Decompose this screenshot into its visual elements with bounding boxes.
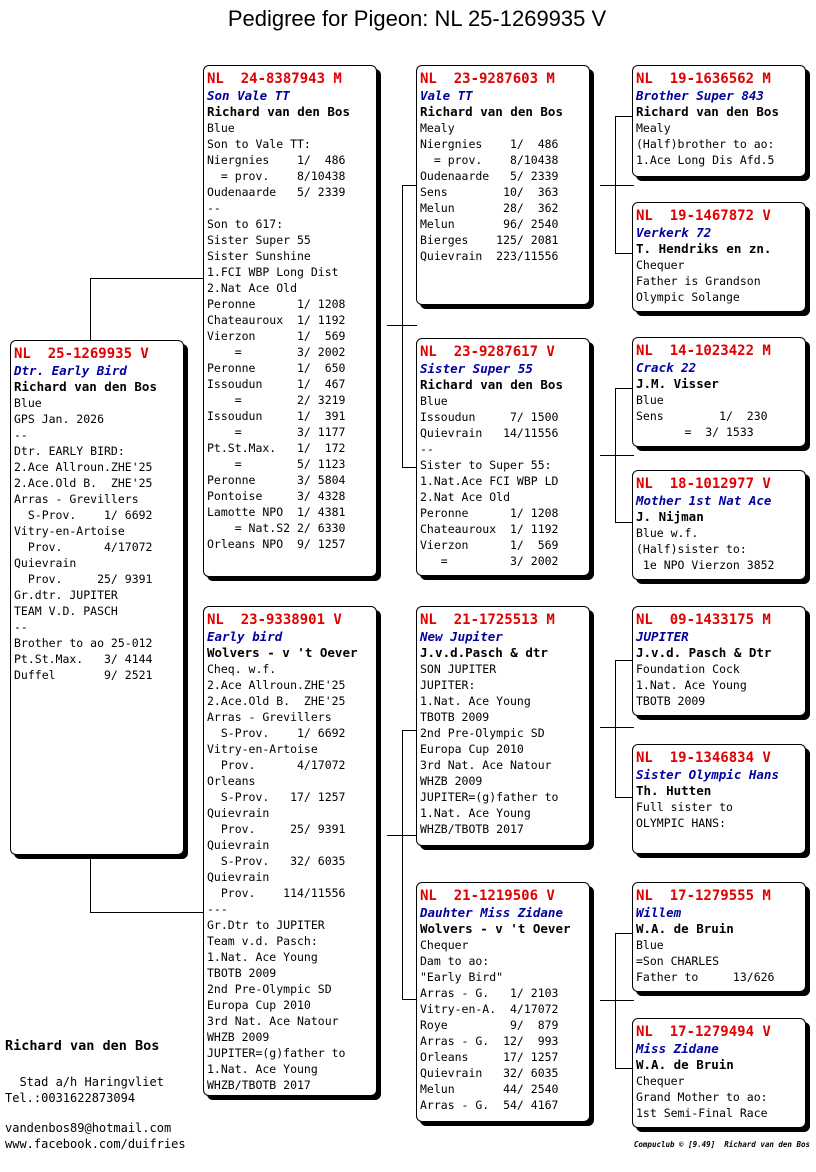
- pigeon-card-mmm[interactable]: [632, 1018, 806, 1128]
- detail-line: Olympic Solange: [636, 290, 740, 304]
- detail-line: =Son CHARLES: [636, 954, 720, 968]
- pigeon-card-fff[interactable]: [632, 65, 806, 177]
- ring-number: NL 21-1725513 M: [420, 612, 555, 628]
- detail-line: Blue: [636, 393, 664, 407]
- card-details: [207, 661, 373, 1093]
- detail-line: Prov. 25/ 9391: [207, 822, 346, 836]
- detail-line: Foundation Cock: [636, 662, 740, 676]
- pigeon-name: Son Vale TT: [207, 88, 290, 103]
- detail-line: Melun 44/ 2540: [420, 1082, 559, 1096]
- detail-line: --: [207, 201, 221, 215]
- detail-line: 2nd Pre-Olympic SD: [420, 726, 545, 740]
- detail-line: Blue: [636, 938, 664, 952]
- owner-name: Wolvers - v 't Oever: [207, 645, 358, 660]
- detail-line: OLYMPIC HANS:: [636, 816, 727, 830]
- detail-line: Arras - G. 12/ 993: [420, 1034, 559, 1048]
- pigeon-card-father[interactable]: [203, 65, 377, 577]
- detail-line: Prov. 25/ 9391: [14, 572, 153, 586]
- connector-line: [402, 999, 417, 1000]
- card-details: [14, 395, 180, 683]
- detail-line: Arras - G. 54/ 4167: [420, 1098, 559, 1112]
- breeder-phone: Tel.:0031622873094: [5, 1091, 136, 1105]
- detail-line: Chequer: [636, 258, 685, 272]
- detail-line: = prov. 8/10438: [420, 153, 559, 167]
- pigeon-name: Verkerk 72: [636, 225, 712, 240]
- detail-line: 2.Nat Ace Old: [420, 490, 511, 504]
- pigeon-card-mmf[interactable]: [632, 882, 806, 992]
- detail-line: Sens 1/ 230: [636, 409, 768, 423]
- detail-line: Quievrain: [14, 556, 77, 570]
- detail-line: Europa Cup 2010: [420, 742, 524, 756]
- detail-line: 2nd Pre-Olympic SD: [207, 982, 332, 996]
- detail-line: TEAM V.D. PASCH: [14, 604, 118, 618]
- connector-line: [402, 467, 417, 468]
- pigeon-card-ffm[interactable]: [632, 202, 806, 312]
- detail-line: S-Prov. 32/ 6035: [207, 854, 346, 868]
- detail-line: 1.Nat. Ace Young: [207, 950, 318, 964]
- detail-line: 1.Nat. Ace Young: [420, 806, 531, 820]
- detail-line: 1st Semi-Final Race: [636, 1106, 768, 1120]
- owner-name: Wolvers - v 't Oever: [420, 921, 571, 936]
- pigeon-name: Mother 1st Nat Ace: [636, 493, 772, 508]
- detail-line: Pt.St.Max. 1/ 172: [207, 441, 346, 455]
- detail-line: Sister Sunshine: [207, 249, 311, 263]
- pigeon-card-mother[interactable]: [203, 606, 377, 1096]
- detail-line: WHZB 2009: [207, 1030, 270, 1044]
- pigeon-name: Dtr. Early Bird: [14, 363, 127, 378]
- detail-line: = 3/ 2002: [420, 554, 559, 568]
- detail-line: 1.Nat.Ace FCI WBP LD: [420, 474, 559, 488]
- connector-line: [615, 933, 616, 1069]
- detail-line: Son to 617:: [207, 217, 284, 231]
- detail-line: Quievrain 223/11556: [420, 249, 559, 263]
- pigeon-name: JUPITER: [636, 629, 689, 644]
- ring-number: NL 23-9338901 V: [207, 612, 342, 628]
- detail-line: 1.Nat. Ace Young: [636, 678, 747, 692]
- detail-line: Peronne 1/ 1208: [207, 297, 346, 311]
- connector-line: [600, 727, 634, 728]
- detail-line: TBOTB 2009: [420, 710, 490, 724]
- ring-number: NL 18-1012977 V: [636, 476, 771, 492]
- card-details: [420, 120, 586, 264]
- detail-line: Sister to Super 55:: [420, 458, 552, 472]
- detail-line: Mealy: [636, 121, 671, 135]
- detail-line: Arras - G. 1/ 2103: [420, 986, 559, 1000]
- page-title: Pedigree for Pigeon: NL 25-1269935 V: [227, 6, 607, 31]
- detail-line: Vitry-en-A. 4/17072: [420, 1002, 559, 1016]
- pigeon-name: Early bird: [207, 629, 283, 644]
- card-details: [636, 120, 802, 168]
- detail-line: WHZB/TBOTB 2017: [207, 1078, 311, 1092]
- owner-name: J. Nijman: [636, 509, 704, 524]
- detail-line: 1e NPO Vierzon 3852: [636, 558, 775, 572]
- card-details: [636, 661, 802, 709]
- detail-line: 3rd Nat. Ace Natour: [207, 1014, 339, 1028]
- detail-line: TBOTB 2009: [207, 966, 277, 980]
- detail-line: Cheq. w.f.: [207, 662, 277, 676]
- pigeon-name: Sister Olympic Hans: [636, 767, 779, 782]
- card-details: [420, 661, 586, 837]
- detail-line: Issoudun 7/ 1500: [420, 410, 559, 424]
- pigeon-name: Dauhter Miss Zidane: [420, 905, 563, 920]
- pigeon-card-mff[interactable]: [632, 606, 806, 716]
- ring-number: NL 23-9287603 M: [420, 71, 555, 87]
- detail-line: Quievrain 14/11556: [420, 426, 559, 440]
- detail-line: Quievrain 32/ 6035: [420, 1066, 559, 1080]
- breeder-info: [5, 1036, 186, 1152]
- detail-line: Chequer: [420, 938, 469, 952]
- detail-line: --: [14, 428, 28, 442]
- detail-line: 2.Nat Ace Old: [207, 281, 298, 295]
- card-details: [420, 393, 586, 569]
- ring-number: NL 19-1467872 V: [636, 208, 771, 224]
- ring-number: NL 23-9287617 V: [420, 344, 555, 360]
- owner-name: J.v.d.Pasch & dtr: [420, 645, 548, 660]
- detail-line: 2.Ace Allroun.ZHE'25: [14, 460, 153, 474]
- connector-line: [600, 185, 634, 186]
- owner-name: Th. Hutten: [636, 783, 712, 798]
- detail-line: Vitry-en-Artoise: [207, 742, 318, 756]
- ring-number: NL 14-1023422 M: [636, 343, 771, 359]
- detail-line: JUPITER:: [420, 678, 476, 692]
- card-details: [636, 799, 802, 831]
- owner-name: Richard van den Bos: [420, 104, 563, 119]
- detail-line: Gr.Dtr to JUPITER: [207, 918, 325, 932]
- ring-number: NL 17-1279555 M: [636, 888, 771, 904]
- detail-line: Europa Cup 2010: [207, 998, 311, 1012]
- detail-line: Father to 13/626: [636, 970, 775, 984]
- connector-line: [90, 855, 91, 913]
- detail-line: Oudenaarde 5/ 2339: [420, 169, 559, 183]
- owner-name: J.v.d. Pasch & Dtr: [636, 645, 772, 660]
- detail-line: Duffel 9/ 2521: [14, 668, 153, 682]
- detail-line: Chateauroux 1/ 1192: [207, 313, 346, 327]
- footer-credit: Compuclub © [9.49] Richard van den Bos: [633, 1140, 810, 1149]
- detail-line: 2.Ace.Old B. ZHE'25: [207, 694, 346, 708]
- detail-line: Blue: [420, 394, 448, 408]
- detail-line: Grand Mother to ao:: [636, 1090, 768, 1104]
- detail-line: Sens 10/ 363: [420, 185, 559, 199]
- owner-name: Richard van den Bos: [420, 377, 563, 392]
- pigeon-card-fmf[interactable]: [632, 337, 806, 447]
- detail-line: Peronne 3/ 5804: [207, 473, 346, 487]
- detail-line: = 2/ 3219: [207, 393, 346, 407]
- detail-line: 3rd Nat. Ace Natour: [420, 758, 552, 772]
- detail-line: Team v.d. Pasch:: [207, 934, 318, 948]
- connector-line: [90, 278, 204, 279]
- ring-number: NL 19-1636562 M: [636, 71, 771, 87]
- detail-line: Vierzon 1/ 569: [207, 329, 346, 343]
- detail-line: Blue: [14, 396, 42, 410]
- detail-line: Arras - Grevillers: [207, 710, 332, 724]
- card-details: [207, 120, 373, 552]
- detail-line: Melun 28/ 362: [420, 201, 559, 215]
- detail-line: WHZB/TBOTB 2017: [420, 822, 524, 836]
- detail-line: Gr.dtr. JUPITER: [14, 588, 118, 602]
- ring-number: NL 25-1269935 V: [14, 346, 149, 362]
- pigeon-card-subject[interactable]: [10, 340, 184, 855]
- detail-line: TBOTB 2009: [636, 694, 706, 708]
- detail-line: Blue w.f.: [636, 526, 699, 540]
- breeder-address: Stad a/h Haringvliet: [5, 1075, 164, 1089]
- pigeon-name: Willem: [636, 905, 682, 920]
- detail-line: Son to Vale TT:: [207, 137, 311, 151]
- connector-line: [615, 116, 616, 254]
- owner-name: Richard van den Bos: [636, 104, 779, 119]
- detail-line: Orleans NPO 9/ 1257: [207, 537, 346, 551]
- detail-line: JUPITER=(g)father to: [207, 1046, 346, 1060]
- detail-line: Peronne 1/ 1208: [420, 506, 559, 520]
- owner-name: J.M. Visser: [636, 376, 719, 391]
- detail-line: Chequer: [636, 1074, 685, 1088]
- connector-line: [600, 455, 634, 456]
- card-details: [636, 257, 802, 305]
- connector-line: [615, 660, 616, 798]
- detail-line: Chateauroux 1/ 1192: [420, 522, 559, 536]
- owner-name: W.A. de Bruin: [636, 921, 734, 936]
- pigeon-name: Sister Super 55: [420, 361, 533, 376]
- connector-line: [402, 185, 403, 468]
- detail-line: (Half)brother to ao:: [636, 137, 775, 151]
- detail-line: 2.Ace Allroun.ZHE'25: [207, 678, 346, 692]
- breeder-name: Richard van den Bos: [5, 1038, 160, 1054]
- detail-line: Dam to ao:: [420, 954, 490, 968]
- detail-line: = prov. 8/10438: [207, 169, 346, 183]
- detail-line: 1.Nat. Ace Young: [207, 1062, 318, 1076]
- detail-line: Sister Super 55: [207, 233, 311, 247]
- connector-line: [600, 1000, 634, 1001]
- owner-name: Richard van den Bos: [14, 379, 157, 394]
- detail-line: Orleans: [207, 774, 256, 788]
- pigeon-card-fm[interactable]: [416, 338, 590, 576]
- pigeon-name: Brother Super 843: [636, 88, 764, 103]
- pigeon-card-fmm[interactable]: [632, 470, 806, 580]
- card-details: [636, 1073, 802, 1121]
- detail-line: GPS Jan. 2026: [14, 412, 105, 426]
- pigeon-card-mfm[interactable]: [632, 744, 806, 854]
- pigeon-name: New Jupiter: [420, 629, 503, 644]
- card-details: [636, 937, 802, 985]
- detail-line: Arras - Grevillers: [14, 492, 139, 506]
- breeder-website[interactable]: www.facebook.com/duifries: [5, 1137, 186, 1151]
- detail-line: ---: [207, 902, 228, 916]
- connector-line: [402, 730, 403, 1000]
- pigeon-card-mm[interactable]: [416, 882, 590, 1122]
- ring-number: NL 24-8387943 M: [207, 71, 342, 87]
- detail-line: Pontoise 3/ 4328: [207, 489, 346, 503]
- detail-line: Orleans 17/ 1257: [420, 1050, 559, 1064]
- detail-line: = 5/ 1123: [207, 457, 346, 471]
- detail-line: Prov. 4/17072: [14, 540, 153, 554]
- detail-line: Issoudun 1/ 467: [207, 377, 346, 391]
- detail-line: 1.Nat. Ace Young: [420, 694, 531, 708]
- detail-line: Quievrain: [207, 838, 270, 852]
- pigeon-name: Miss Zidane: [636, 1041, 719, 1056]
- detail-line: (Half)sister to:: [636, 542, 747, 556]
- detail-line: 1.FCI WBP Long Dist: [207, 265, 339, 279]
- detail-line: Pt.St.Max. 3/ 4144: [14, 652, 153, 666]
- connector-line: [402, 185, 417, 186]
- detail-line: S-Prov. 1/ 6692: [14, 508, 153, 522]
- detail-line: = 3/ 1533: [636, 425, 754, 439]
- card-details: [636, 392, 802, 440]
- detail-line: Brother to ao 25-012: [14, 636, 153, 650]
- detail-line: S-Prov. 1/ 6692: [207, 726, 346, 740]
- pigeon-card-ff[interactable]: [416, 65, 590, 305]
- detail-line: = Nat.S2 2/ 6330: [207, 521, 346, 535]
- detail-line: Full sister to: [636, 800, 733, 814]
- connector-line: [90, 912, 204, 913]
- ring-number: NL 09-1433175 M: [636, 612, 771, 628]
- owner-name: W.A. de Bruin: [636, 1057, 734, 1072]
- ring-number: NL 19-1346834 V: [636, 750, 771, 766]
- detail-line: Issoudun 1/ 391: [207, 409, 346, 423]
- detail-line: Vitry-en-Artoise: [14, 524, 125, 538]
- detail-line: --: [14, 620, 28, 634]
- detail-line: JUPITER=(g)father to: [420, 790, 559, 804]
- detail-line: Peronne 1/ 650: [207, 361, 346, 375]
- detail-line: Niergnies 1/ 486: [207, 153, 346, 167]
- connector-line: [402, 730, 417, 731]
- card-details: [420, 937, 586, 1113]
- pigeon-card-mf[interactable]: [416, 606, 590, 846]
- detail-line: S-Prov. 17/ 1257: [207, 790, 346, 804]
- detail-line: = 3/ 2002: [207, 345, 346, 359]
- connector-line: [615, 388, 616, 523]
- breeder-email[interactable]: vandenbos89@hotmail.com: [5, 1121, 172, 1135]
- card-details: [636, 525, 802, 573]
- detail-line: Quievrain: [207, 870, 270, 884]
- detail-line: Lamotte NPO 1/ 4381: [207, 505, 346, 519]
- detail-line: Blue: [207, 121, 235, 135]
- detail-line: 2.Ace.Old B. ZHE'25: [14, 476, 153, 490]
- detail-line: 1.Ace Long Dis Afd.5: [636, 153, 775, 167]
- detail-line: Prov. 114/11556: [207, 886, 346, 900]
- connector-line: [90, 278, 91, 340]
- detail-line: SON JUPITER: [420, 662, 497, 676]
- detail-line: Roye 9/ 879: [420, 1018, 559, 1032]
- ring-number: NL 21-1219506 V: [420, 888, 555, 904]
- pigeon-name: Crack 22: [636, 360, 697, 375]
- detail-line: Oudenaarde 5/ 2339: [207, 185, 346, 199]
- detail-line: Quievrain: [207, 806, 270, 820]
- detail-line: Father is Grandson: [636, 274, 761, 288]
- detail-line: Prov. 4/17072: [207, 758, 346, 772]
- detail-line: Vierzon 1/ 569: [420, 538, 559, 552]
- detail-line: Melun 96/ 2540: [420, 217, 559, 231]
- ring-number: NL 17-1279494 V: [636, 1024, 771, 1040]
- detail-line: --: [420, 442, 434, 456]
- owner-name: Richard van den Bos: [207, 104, 350, 119]
- detail-line: Niergnies 1/ 486: [420, 137, 559, 151]
- detail-line: "Early Bird": [420, 970, 504, 984]
- detail-line: WHZB 2009: [420, 774, 483, 788]
- detail-line: Mealy: [420, 121, 455, 135]
- detail-line: Bierges 125/ 2081: [420, 233, 559, 247]
- pigeon-name: Vale TT: [420, 88, 473, 103]
- owner-name: T. Hendriks en zn.: [636, 241, 772, 256]
- detail-line: Dtr. EARLY BIRD:: [14, 444, 125, 458]
- detail-line: = 3/ 1177: [207, 425, 346, 439]
